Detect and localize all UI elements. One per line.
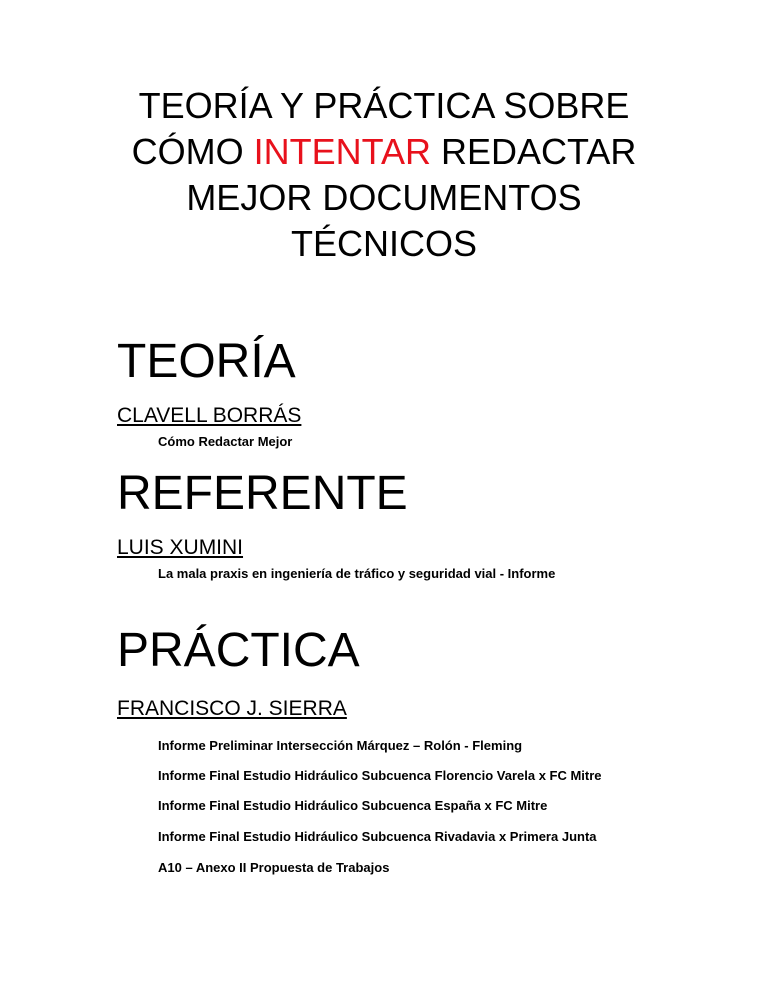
section-heading-teoria: TEORÍA — [117, 335, 296, 388]
title-accent-word: INTENTAR — [253, 131, 431, 172]
document-link[interactable]: Cómo Redactar Mejor — [158, 434, 293, 449]
title-line-2-suffix: REDACTAR — [430, 131, 637, 172]
document-link[interactable]: Informe Final Estudio Hidráulico Subcuenca Florencio Varela x FC Mitre — [158, 768, 602, 783]
title-line-3: MEJOR DOCUMENTOS — [186, 177, 582, 218]
title-line-1: TEORÍA Y PRÁCTICA SOBRE — [138, 85, 630, 126]
section-heading-referente: REFERENTE — [117, 467, 408, 520]
author-link-francisco-j-sierra[interactable]: FRANCISCO J. SIERRA — [117, 697, 347, 720]
document-link[interactable]: La mala praxis en ingeniería de tráfico y seguridad vial - Informe — [158, 566, 556, 581]
section-heading-practica: PRÁCTICA — [117, 624, 360, 677]
document-link[interactable]: A10 – Anexo II Propuesta de Trabajos — [158, 860, 390, 875]
document-link[interactable]: Informe Final Estudio Hidráulico Subcuenca Rivadavia x Primera Junta — [158, 829, 597, 844]
author-link-clavell-borras[interactable]: CLAVELL BORRÁS — [117, 404, 302, 427]
document-link[interactable]: Informe Final Estudio Hidráulico Subcuenca España x FC Mitre — [158, 798, 548, 813]
title-line-2-prefix: CÓMO — [131, 131, 254, 172]
document-title — [100, 83, 668, 267]
title-line-4: TÉCNICOS — [290, 223, 477, 264]
document-link[interactable]: Informe Preliminar Intersección Márquez – Rolón - Fleming — [158, 738, 523, 753]
title-line-2 — [100, 129, 668, 175]
author-link-luis-xumini[interactable]: LUIS XUMINI — [117, 536, 244, 559]
